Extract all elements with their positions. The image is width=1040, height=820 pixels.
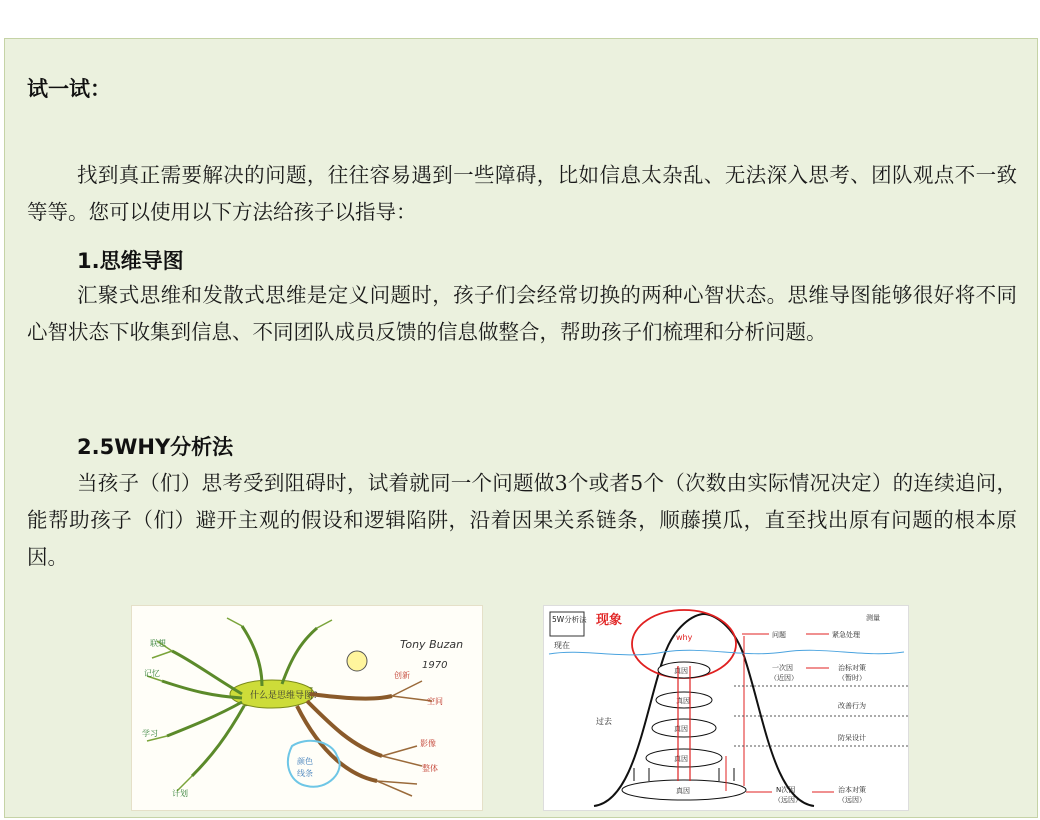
section2-heading: 2.5WHY分析法 [77,435,234,459]
urgent-label: 紧急处理 [832,631,860,639]
svg-text:真因: 真因 [674,755,688,763]
n-cause-label: N次因 [776,786,796,794]
intro-paragraph: 找到真正需要解决的问题，往往容易遇到一些障碍，比如信息太杂乱、无法深入思考、团队观点不一致等等。您可以使用以下方法给孩子以指导： [27,163,1017,224]
prevent-label: 防呆设计 [838,734,866,742]
svg-text:整体: 整体 [422,764,438,773]
svg-text:联想: 联想 [150,639,166,648]
measure-label: 测量 [866,614,880,622]
countermeasure-sub: （暂时） [838,674,866,682]
root-label: 真因 [676,787,690,795]
section2-body: 当孩子（们）思考受到阻碍时，试着就同一个问题做3个或者5个（次数由实际情况决定）的连续追问，能帮助孩子（们）避开主观的假设和逻辑陷阱，沿着因果关系链条，顺藤摸瓜，直至找出原有问题的根本原因。 [27,471,1017,569]
exercise-panel [4,38,1038,818]
phenomenon-label: 现象 [596,613,623,628]
past-label: 过去 [596,717,612,726]
five-why-diagram [543,605,909,811]
svg-text:真因: 真因 [674,667,688,675]
section1-body: 汇聚式思维和发散式思维是定义问题时，孩子们会经常切换的两种心智状态。思维导图能够很好将不同心智状态下收集到信息、不同团队成员反馈的信息做整合，帮助孩子们梳理和分析问题。 [27,283,1017,344]
svg-text:学习: 学习 [142,729,158,738]
year-label: 1970 [422,660,448,671]
n-cause-sub: （远因） [774,796,802,804]
svg-text:颜色: 颜色 [297,757,313,766]
center-label: 什么是思维导图? [250,691,318,701]
section1-heading: 1.思维导图 [77,249,184,273]
author-label: Tony Buzan [400,638,464,651]
problem-label: 问题 [772,631,786,639]
root-measure-label: 治本对策 [838,786,866,794]
root-measure-sub: （远因） [838,796,866,804]
svg-text:创新: 创新 [394,671,410,680]
svg-text:记忆: 记忆 [144,669,160,678]
svg-text:空间: 空间 [427,697,443,706]
method-box-label: 5W分析法 [552,615,587,624]
mind-map-image [131,605,483,811]
svg-text:线条: 线条 [297,769,313,778]
svg-text:真因: 真因 [676,697,690,705]
first-cause-sub: （近因） [770,674,798,682]
first-cause-label: 一次因 [772,664,793,672]
svg-text:真因: 真因 [674,725,688,733]
svg-text:计划: 计划 [172,789,188,798]
why-label: why [676,633,693,642]
countermeasure-label: 治标对策 [838,664,866,672]
now-label: 现在 [554,641,570,650]
svg-text:影像: 影像 [420,739,436,748]
panel-title: 试一试： [27,77,111,101]
improve-label: 改善行为 [838,702,866,710]
